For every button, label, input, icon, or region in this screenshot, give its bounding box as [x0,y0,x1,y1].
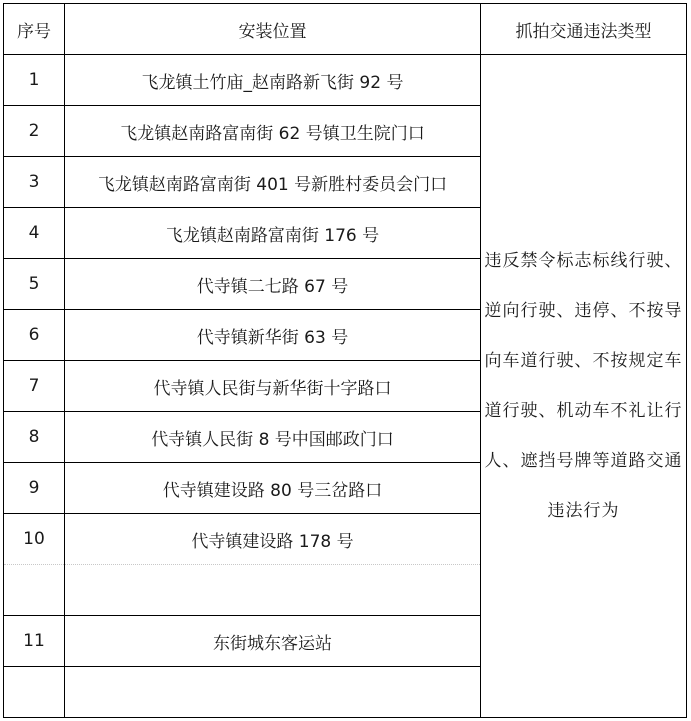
row-number: 8 [4,412,65,463]
header-violation-type: 抓拍交通违法类型 [481,4,687,55]
row-location: 代寺镇人民街 8 号中国邮政门口 [65,412,481,463]
row-location: 飞龙镇赵南路富南街 62 号镇卫生院门口 [65,106,481,157]
row-location: 代寺镇人民街与新华街十字路口 [65,361,481,412]
row-location: 东街城东客运站 [65,616,481,667]
row-number: 6 [4,310,65,361]
row-number: 11 [4,616,65,667]
row-number [4,565,65,616]
row-location: 代寺镇新华街 63 号 [65,310,481,361]
row-number: 3 [4,157,65,208]
row-number: 1 [4,55,65,106]
table-header-row [4,4,687,55]
row-location: 飞龙镇赵南路富南街 401 号新胜村委员会门口 [65,157,481,208]
row-number: 5 [4,259,65,310]
row-location: 飞龙镇赵南路富南街 176 号 [65,208,481,259]
row-location [65,565,481,616]
camera-location-table [3,3,687,718]
row-location: 代寺镇二七路 67 号 [65,259,481,310]
row-number: 4 [4,208,65,259]
row-location [65,667,481,718]
row-number: 9 [4,463,65,514]
row-location: 代寺镇建设路 80 号三岔路口 [65,463,481,514]
row-number: 7 [4,361,65,412]
row-number [4,667,65,718]
row-number: 2 [4,106,65,157]
header-location: 安装位置 [65,4,481,55]
violation-type-cell [481,55,687,718]
header-number: 序号 [4,4,65,55]
violation-type-text: 违反禁令标志标线行驶、逆向行驶、违停、不按导向车道行驶、不按规定车道行驶、机动车不礼让行人、遮挡号牌等道路交通违法行为 [484,251,683,521]
table-row [4,55,687,106]
row-number: 10 [4,514,65,565]
row-location: 飞龙镇土竹庙_赵南路新飞街 92 号 [65,55,481,106]
row-location: 代寺镇建设路 178 号 [65,514,481,565]
